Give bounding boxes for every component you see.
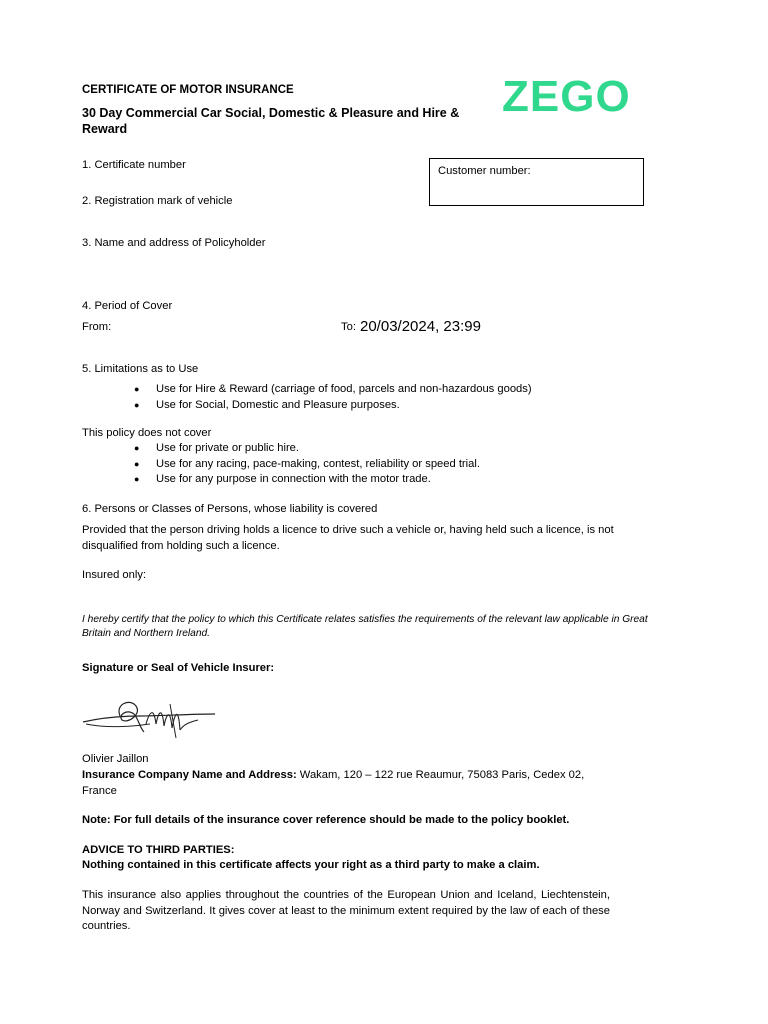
advice-heading: ADVICE TO THIRD PARTIES:: [82, 844, 235, 856]
certification-statement: I hereby certify that the policy to which this Certificate relates satisfies the requirements of the relevant law applicable in Great Britain and Northern Ireland.: [82, 614, 648, 639]
list-item: ● Use for private or public hire.: [156, 441, 480, 457]
policy-booklet-note: Note: For full details of the insurance cover reference should be made to the policy booklet.: [82, 814, 570, 826]
policyholder-label: 3. Name and address of Policyholder: [82, 237, 266, 249]
exclusions-list: [134, 441, 480, 488]
certificate-number-label: 1. Certificate number: [82, 159, 186, 171]
licence-paragraph: Provided that the person driving holds a licence to drive such a vehicle or, having held such a licence, is not disqualified from holding such a licence.: [82, 524, 614, 552]
insured-only-label: Insured only:: [82, 569, 147, 581]
customer-number-box: [429, 158, 644, 206]
signature-heading: Signature or Seal of Vehicle Insurer:: [82, 662, 275, 674]
bullet-icon: ●: [134, 384, 140, 394]
limitations-heading: 5. Limitations as to Use: [82, 363, 199, 375]
signature-image: [80, 694, 220, 744]
to-date-value: 20/03/2024, 23:99: [360, 318, 481, 335]
bullet-icon: ●: [134, 458, 140, 469]
not-cover-heading: This policy does not cover: [82, 427, 212, 439]
zego-logo: ZEGO: [502, 72, 631, 121]
from-label: From:: [82, 321, 112, 333]
territorial-limits-paragraph: This insurance also applies throughout the countries of the European Union and Iceland, Liechtenstein, Norway and Switzerland. It gives cover at least to the minimum extent required by the law of each of these countries.: [82, 889, 610, 932]
document-subtitle: 30 Day Commercial Car Social, Domestic & Pleasure and Hire & Reward: [82, 106, 460, 136]
to-label: To:: [341, 321, 356, 333]
list-item: ● Use for Hire & Reward (carriage of food, parcels and non-hazardous goods): [156, 382, 532, 398]
period-of-cover-label: 4. Period of Cover: [82, 300, 173, 312]
list-item: ● Use for any racing, pace-making, contest, reliability or speed trial.: [156, 457, 480, 473]
registration-mark-label: 2. Registration mark of vehicle: [82, 195, 233, 207]
insurer-label: Insurance Company Name and Address:: [82, 769, 297, 781]
insurer-address-text: Wakam, 120 – 122 rue Reaumur, 75083 Paris, Cedex 02, France: [82, 769, 585, 797]
customer-number-label: Customer number:: [438, 165, 531, 177]
persons-heading: 6. Persons or Classes of Persons, whose liability is covered: [82, 503, 378, 515]
bullet-icon: ●: [134, 399, 140, 410]
list-item: ● Use for any purpose in connection with the motor trade.: [156, 472, 480, 488]
uses-list: [134, 382, 532, 413]
signatory-name: Olivier Jaillon: [82, 753, 149, 765]
insurer-address: [82, 768, 612, 799]
bullet-icon: ●: [134, 443, 140, 453]
advice-text: Nothing contained in this certificate affects your right as a third party to make a claim.: [82, 859, 540, 871]
list-item: ● Use for Social, Domestic and Pleasure purposes.: [156, 398, 532, 414]
bullet-icon: ●: [134, 474, 140, 484]
document-title: CERTIFICATE OF MOTOR INSURANCE: [82, 84, 294, 96]
